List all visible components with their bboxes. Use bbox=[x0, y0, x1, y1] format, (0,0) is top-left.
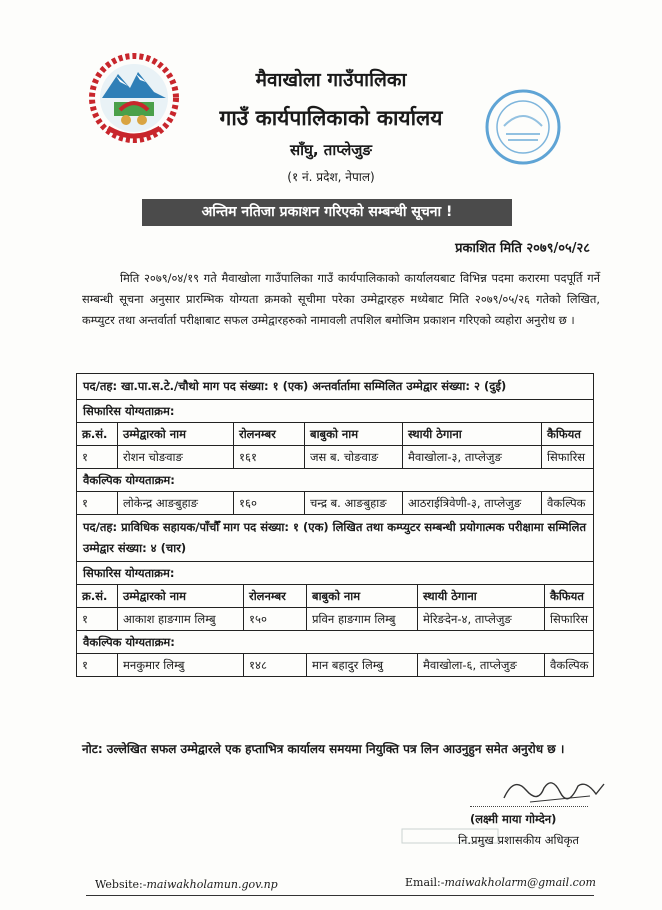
cell-sn: १ bbox=[77, 608, 118, 630]
cell-roll: १६१ bbox=[234, 446, 305, 468]
email-link[interactable]: maiwakholarm@gmail.com bbox=[444, 876, 596, 889]
email-label: Email:- bbox=[405, 876, 445, 889]
municipality-name: मैवाखोला गाउँपालिका bbox=[255, 69, 407, 91]
cell-remarks: सिफारिस bbox=[550, 612, 589, 626]
col-sn: क्र.सं. bbox=[77, 423, 118, 445]
post2-column-headers bbox=[77, 585, 593, 608]
col-name: उम्मेद्वारको नाम bbox=[118, 585, 244, 607]
published-date: प्रकाशित मिति २०७९/०५/२८ bbox=[455, 241, 590, 256]
office-address: साँघु, ताप्लेजुङ bbox=[290, 141, 372, 159]
table-row bbox=[77, 446, 593, 469]
col-remarks: कैफियत bbox=[547, 427, 581, 441]
footer-website bbox=[95, 878, 278, 891]
website-link[interactable]: maiwakholamun.gov.np bbox=[146, 878, 278, 891]
province-text: (१ नं. प्रदेश, नेपाल) bbox=[287, 170, 375, 184]
cell-sn: १ bbox=[77, 654, 118, 676]
cell-address: मैवाखोला-३, ताप्लेजुङ bbox=[403, 446, 542, 468]
notice-body: मिति २०७९/०४/१९ गते मैवाखोला गाउँपालिका गाउँ कार्यपालिकाको कार्यालयबाट विभिन्न पदमा करारमा पदपूर्ति गर्ने सम्बन्धी सूचना अनुसार प्रारम्भिक योग्यता क्रमको सूचीमा परेका उम्मेद्वारहरु मध्येबाट मिति २०७९/०५/२६ गतेको लिखित, कम्प्युटर तथा अन्तर्वार्ता परीक्षाबाट सफल उम्मेद्वारहरुको नामावली तपशिल बमोजिम प्रकाशन गरिएको व्यहोरा अनुरोध छ । bbox=[82, 271, 600, 327]
post2-header: पद/तह: प्राविधिक सहायक/पाँचौँ माग पद संख्या: १ (एक) लिखित तथा कम्प्युटर सम्बन्धी प्रयोगात्मक परीक्षामा सम्मिलित उम्मेद्वार संख्या: ४ (चार) bbox=[77, 515, 593, 562]
cell-father: प्रविन हाङगाम लिम्बु bbox=[307, 608, 418, 630]
notice-title-banner: अन्तिम नतिजा प्रकाशन गरिएको सम्बन्धी सूचना ! bbox=[142, 199, 512, 226]
col-father: बाबुको नाम bbox=[305, 423, 403, 445]
col-address: स्थायी ठेगाना bbox=[418, 585, 545, 607]
post1-header: पद/तह: खा.पा.स.टे./चौथो माग पद संख्या: १ (एक) अन्तर्वार्तामा सम्मिलित उम्मेद्वार संख्या: २ (दुई) bbox=[77, 374, 593, 400]
col-name: उम्मेद्वारको नाम bbox=[118, 423, 234, 445]
cell-remarks: वैकल्पिक bbox=[550, 658, 589, 672]
cell-sn: १ bbox=[77, 446, 118, 468]
cell-name: मनकुमार लिम्बु bbox=[118, 654, 244, 676]
cell-address: मैवाखोला-६, ताप्लेजुङ bbox=[418, 654, 545, 676]
cell-father: जस ब. चोङवाङ bbox=[305, 446, 403, 468]
post1-recommended-label: सिफारिस योग्यताक्रम: bbox=[77, 400, 593, 423]
cell-address: आठराईत्रिवेणी-३, ताप्लेजुङ bbox=[403, 492, 542, 514]
website-label: Website:- bbox=[95, 878, 147, 891]
cell-father: चन्द्र ब. आङबुहाङ bbox=[305, 492, 403, 514]
handwritten-signature bbox=[500, 772, 610, 808]
post1-column-headers bbox=[77, 423, 593, 446]
cell-father: मान बहादुर लिम्बु bbox=[307, 654, 418, 676]
col-roll: रोलनम्बर bbox=[234, 423, 305, 445]
col-roll: रोलनम्बर bbox=[244, 585, 307, 607]
cell-roll: १५० bbox=[244, 608, 307, 630]
signatory-designation: नि.प्रमुख प्रशासकीय अधिकृत bbox=[458, 833, 579, 847]
col-remarks: कैफियत bbox=[550, 589, 584, 603]
col-address: स्थायी ठेगाना bbox=[403, 423, 542, 445]
footer-email bbox=[405, 876, 596, 889]
signature-line bbox=[470, 806, 588, 807]
cell-remarks: सिफारिस bbox=[547, 450, 586, 464]
cell-sn: १ bbox=[77, 492, 118, 514]
table-row bbox=[77, 608, 593, 631]
cell-roll: १४८ bbox=[244, 654, 307, 676]
post1-alternate-label: वैकल्पिक योग्यताक्रम: bbox=[77, 469, 593, 492]
table-row bbox=[77, 492, 593, 515]
cell-name: रोशन चोङवाङ bbox=[118, 446, 234, 468]
note-text: नोट: उल्लेखित सफल उम्मेद्वारले एक हप्ताभित्र कार्यालय समयमा नियुक्ति पत्र लिन आउनुहुन समेत अनुरोध छ । bbox=[82, 742, 565, 756]
table-row bbox=[77, 654, 593, 676]
post2-alternate-label: वैकल्पिक योग्यताक्रम: bbox=[77, 631, 593, 654]
signatory-name: (लक्ष्मी माया गोम्देन) bbox=[470, 812, 557, 826]
cell-roll: १६० bbox=[234, 492, 305, 514]
results-table bbox=[76, 373, 594, 677]
office-name: गाउँ कार्यपालिकाको कार्यालय bbox=[219, 106, 443, 130]
col-father: बाबुको नाम bbox=[307, 585, 418, 607]
footer-divider bbox=[86, 895, 594, 896]
cell-name: आकाश हाङगाम लिम्बु bbox=[118, 608, 244, 630]
cell-address: मेरिङदेन-४, ताप्लेजुङ bbox=[418, 608, 545, 630]
col-sn: क्र.सं. bbox=[77, 585, 118, 607]
cell-remarks: वैकल्पिक bbox=[547, 496, 586, 510]
post2-recommended-label: सिफारिस योग्यताक्रम: bbox=[77, 562, 593, 585]
cell-name: लोकेन्द्र आङबुहाङ bbox=[118, 492, 234, 514]
